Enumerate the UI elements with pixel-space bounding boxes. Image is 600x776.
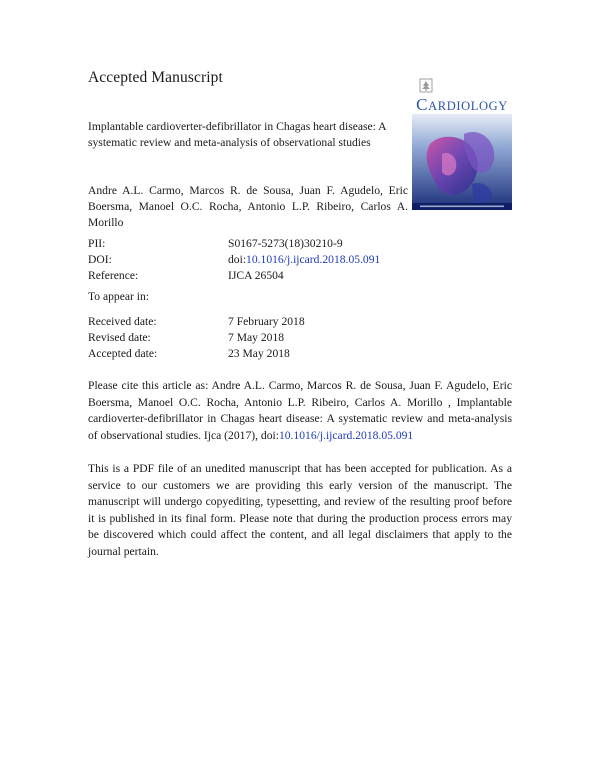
page-heading: Accepted Manuscript [88,69,223,86]
appear-label: To appear in: [88,290,149,303]
received-value: 7 February 2018 [228,315,305,328]
doi-link[interactable]: 10.1016/j.ijcard.2018.05.091 [246,253,381,266]
pii-value: S0167-5273(18)30210-9 [228,237,343,250]
journal-cover [412,78,512,210]
citation-doi-link[interactable]: 10.1016/j.ijcard.2018.05.091 [278,428,414,442]
journal-name [412,95,512,115]
heart-illustration-icon [412,114,512,210]
citation-paragraph [88,378,512,444]
accepted-value: 23 May 2018 [228,347,290,360]
manuscript-notice: This is a PDF file of an unedited manuscript that has been accepted for publication. As a service to our customers we are providing this early version of the manuscript. The manuscript will undergo copyediting, typesetting, and review of the resulting proof before it is published in its final form. Please note that during the production process errors may be discovered which could affect the content, and all legal disclaimers that apply to the journal pertain. [88,462,512,558]
publisher-tree-icon [419,78,433,93]
revised-value: 7 May 2018 [228,331,285,344]
pii-label: PII: [88,237,106,250]
article-authors: Andre A.L. Carmo, Marcos R. de Sousa, Juan F. Agudelo, Eric Boersma, Manoel O.C. Rocha, Antonio L.P. Ribeiro, Carlos A. Morillo [88,184,408,229]
doi-prefix: doi: [228,253,247,266]
article-title: Implantable cardioverter-defibrillator in Chagas heart disease: A systematic review and meta-analysis of observational studies [88,120,386,149]
accepted-label: Accepted date: [88,347,158,360]
journal-name-rest: ARDIOLOGY [428,99,508,113]
journal-name-initial: C [416,95,429,114]
revised-label: Revised date: [88,331,151,344]
citation-text: Please cite this article as: Andre A.L. Carmo, Marcos R. de Sousa, Juan F. Agudelo, Eric Boersma, Manoel O.C. Rocha, Antonio L.P. Ribeiro, Carlos A. Morillo , Implantable cardioverter-defibrillator in Chagas heart disease: A systematic review and meta-analysis of observational studies. Ijca (2017), doi: [88,379,512,442]
reference-value: IJCA 26504 [228,269,284,282]
reference-label: Reference: [88,269,139,282]
received-label: Received date: [88,315,157,328]
doi-value [228,252,380,268]
doi-label: DOI: [88,253,112,266]
